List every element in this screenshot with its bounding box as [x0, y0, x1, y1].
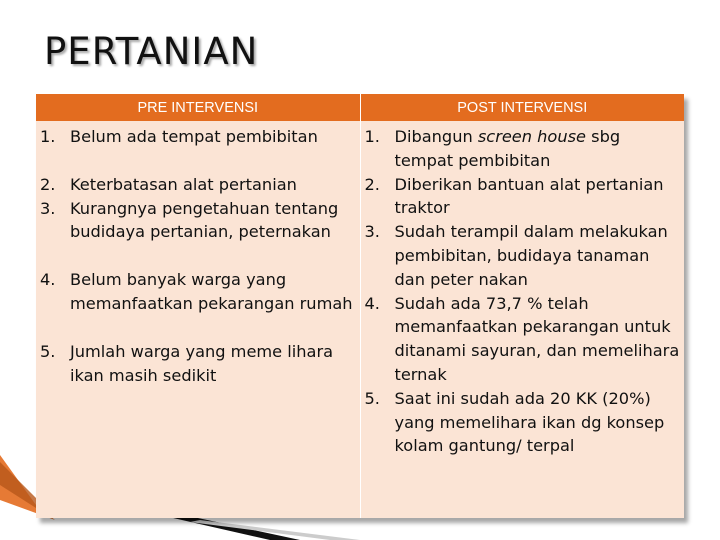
item-text: Keterbatasan alat pertanian [70, 174, 297, 194]
list-item [40, 125, 356, 149]
item-number: 2. [40, 174, 56, 194]
item-text: sbg tempat pembibitan [394, 127, 621, 170]
item-text: Jumlah warga yang meme lihara ikan masih sedikit [70, 341, 334, 385]
item-text: Saat ini sudah ada 20 KK (20%) yang memelihara ikan dg konsep kolam gantung/ terpal [394, 388, 665, 456]
header-post-intervensi: POST INTERVENSI [360, 94, 684, 121]
pre-intervensi-cell [36, 121, 360, 518]
post-intervensi-cell [360, 121, 684, 518]
comparison-table-wrapper [36, 94, 684, 518]
item-text: Diberikan bantuan alat pertanian traktor [394, 174, 664, 218]
item-number: 1. [40, 127, 56, 146]
item-text: Belum ada tempat pembibitan [70, 127, 318, 146]
header-pre-intervensi: PRE INTERVENSI [36, 94, 360, 121]
item-text: Sudah ada 73,7 % telah memanfaatkan pekarangan untuk ditanami sayuran, dan memelihara ternak [394, 293, 680, 384]
item-number: 5. [40, 341, 56, 361]
comparison-table [36, 94, 684, 518]
list-item [365, 292, 681, 387]
list-item [365, 387, 681, 458]
list-item [365, 125, 681, 173]
list-item [365, 173, 681, 221]
list-item [40, 197, 356, 245]
list-item [40, 268, 356, 316]
table-header-row [36, 94, 684, 121]
item-text-italic: screen house [477, 127, 586, 146]
item-text: Belum banyak warga yang memanfaatkan pekarangan rumah [70, 270, 353, 313]
item-number: 5. [364, 388, 380, 408]
item-number: 3. [364, 222, 380, 242]
list-item [365, 220, 681, 291]
page-title: PERTANIAN [44, 30, 259, 73]
item-number: 2. [364, 174, 380, 194]
item-text-lead: Dibangun [394, 127, 478, 146]
item-number: 1. [364, 127, 380, 146]
list-item [40, 340, 356, 388]
item-text: Kurangnya pengetahuan tentang budidaya pertanian, peternakan [70, 198, 339, 242]
item-number: 3. [40, 198, 56, 218]
item-number: 4. [40, 270, 56, 290]
item-number: 4. [364, 293, 380, 313]
list-item [40, 173, 356, 197]
table-body-row [36, 121, 684, 518]
item-text: Sudah terampil dalam melakukan pembibitan, budidaya tanaman dan peter nakan [394, 222, 668, 289]
